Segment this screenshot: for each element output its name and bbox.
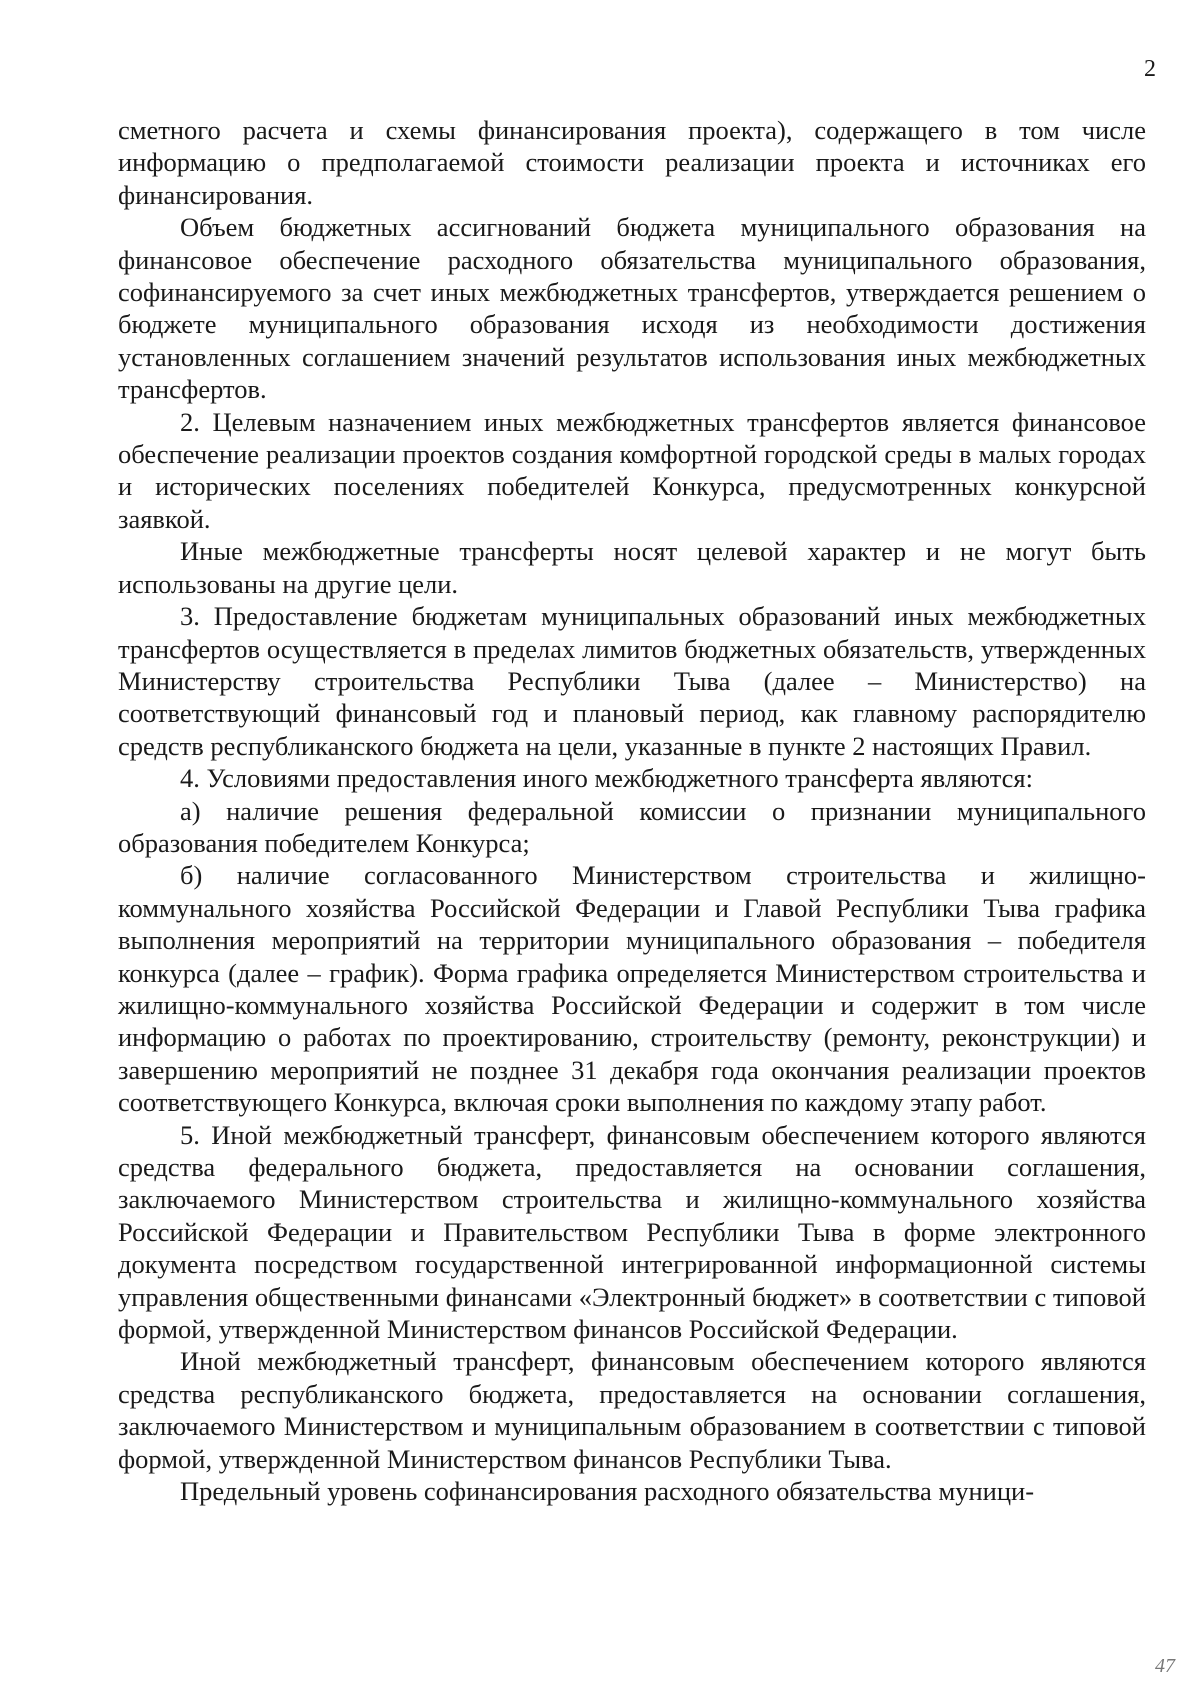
- paragraph-budget-allocations: Объем бюджетных ассигнований бюджета муниципального образования на финансовое обеспечение расходного обязательства муниципального образования, софинансируемого за счет иных межбюджетных трансфертов, утверждается решением о бюджете муниципального образования исходя из необходимости достижения установленных соглашением значений результатов использования иных межбюджетных трансфертов.: [118, 212, 1146, 405]
- paragraph-target-nature: Иные межбюджетные трансферты носят целевой характер и не могут быть использованы на другие цели.: [118, 536, 1146, 599]
- paragraph-item-2-purpose: 2. Целевым назначением иных межбюджетных трансфертов является финансовое обеспечение реализации проектов создания комфортной городской среды в малых городах и исторических поселениях победителей Конкурса, предусмотренных конкурсной заявкой.: [118, 406, 1146, 534]
- handwritten-page-mark: 47: [1155, 1655, 1175, 1677]
- paragraph-condition-b: б) наличие согласованного Министерством строительства и жилищно-коммунального хозяйства Российской Федерации и Главой Республики Тыва графика выполнения мероприятий на территории муниципального образования – победителя конкурса (далее – график). Форма графика определяется Министерством строительства и жилищно-коммунального хозяйства Российской Федерации и содержит в том числе информацию о работах по проектированию, строительству (ремонту, реконструкции) и завершению мероприятий не позднее 31 декабря года окончания реализации проектов соответствующего Конкурса, включая сроки выполнения по каждому этапу работ.: [118, 860, 1146, 1118]
- paragraph-cofinancing-limit: Предельный уровень софинансирования расходного обязательства муници-: [180, 1476, 1035, 1507]
- paragraph-item-5-agreement: 5. Иной межбюджетный трансферт, финансовым обеспечением которого являются средства федерального бюджета, предоставляется на основании соглашения, заключаемого Министерством строительства и жилищно-коммунального хозяйства Российской Федерации и Правительством Республики Тыва в форме электронного документа посредством государственной интегрированной информационной системы управления общественными финансами «Электронный бюджет» в соответствии с типовой формой, утвержденной Министерством финансов Российской Федерации.: [118, 1119, 1146, 1345]
- paragraph-condition-a: а) наличие решения федеральной комиссии о признании муниципального образования победителем Конкурса;: [118, 795, 1146, 858]
- paragraph-continuation: сметного расчета и схемы финансирования проекта), содержащего в том числе информацию о предполагаемой стоимости реализации проекта и источниках его финансирования.: [118, 115, 1146, 210]
- page-number: 2: [1144, 56, 1156, 82]
- paragraph-item-4-conditions: 4. Условиями предоставления иного межбюджетного трансферта являются:: [180, 763, 1033, 794]
- paragraph-republican-agreement: Иной межбюджетный трансферт, финансовым обеспечением которого являются средства республиканского бюджета, предоставляется на основании соглашения, заключаемого Министерством и муниципальным образованием в соответствии с типовой формой, утвержденной Министерством финансов Республики Тыва.: [118, 1346, 1146, 1474]
- document-body: [118, 114, 1146, 1507]
- paragraph-item-3-provision: 3. Предоставление бюджетам муниципальных образований иных межбюджетных трансфертов осуществляется в пределах лимитов бюджетных обязательств, утвержденных Министерству строительства Республики Тыва (далее – Министерство) на соответствующий финансовый год и плановый период, как главному распорядителю средств республиканского бюджета на цели, указанные в пункте 2 настоящих Правил.: [118, 601, 1146, 761]
